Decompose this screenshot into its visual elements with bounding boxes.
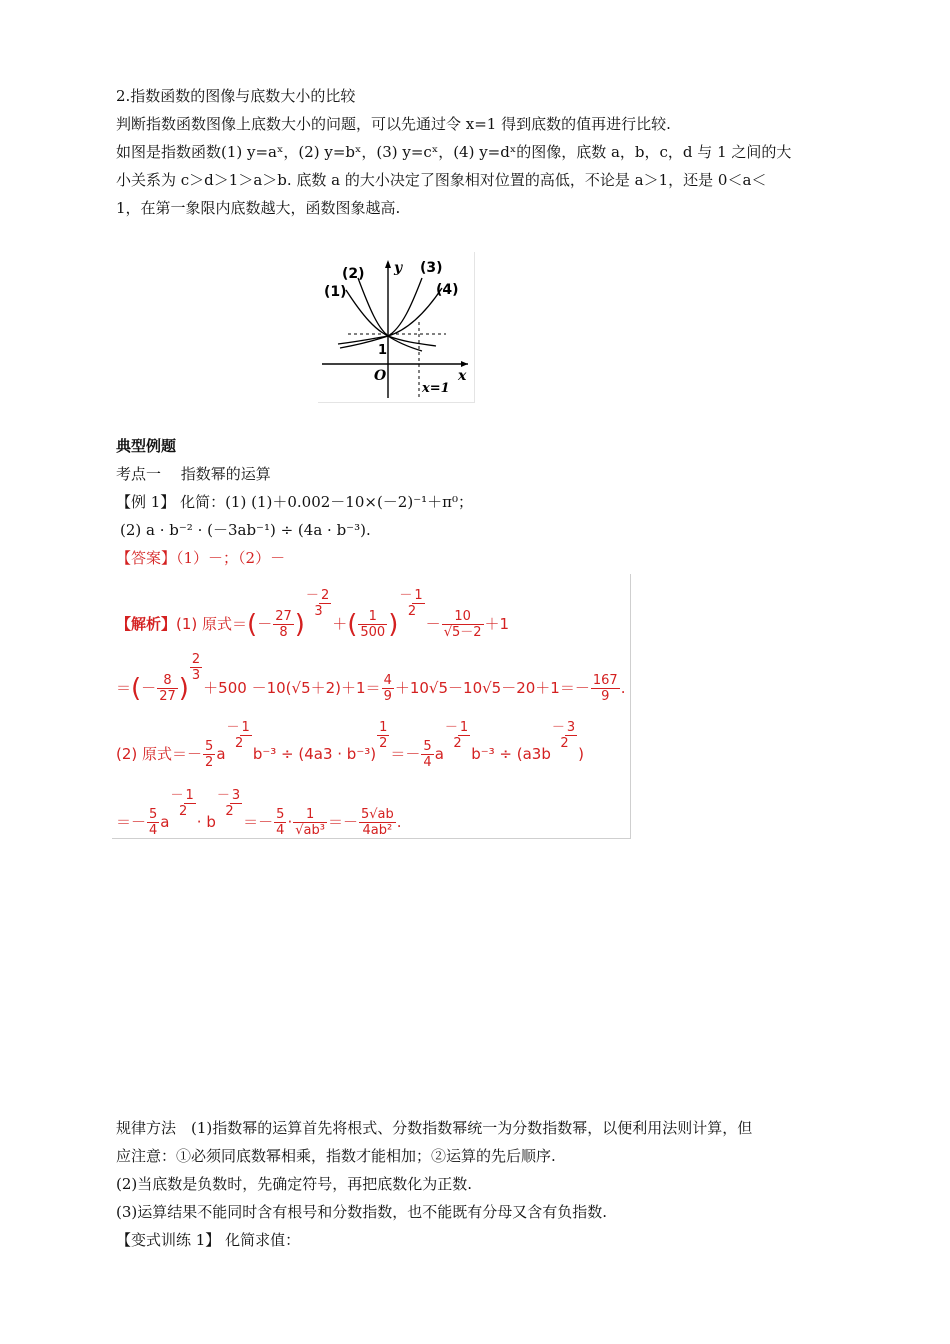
exponential-graph [318,252,474,402]
intro-line-3: 小关系为 c＞d＞1＞a＞b. 底数 a 的大小决定了图象相对位置的高低，不论是 a＞1，还是 0＜a＜ [116,171,767,189]
curve-label-1: (1) [324,284,347,300]
intro-line-4: 1，在第一象限内底数越大，函数图象越高. [116,199,401,217]
exponential-graph-figure [318,252,475,403]
variant-training-heading: 【变式训练 1】 化简求值： [116,1231,301,1249]
section-title: 2.指数函数的图像与底数大小的比较 [116,87,356,105]
curve-label-3: (3) [420,260,443,276]
intro-line-1: 判断指数函数图像上底数大小的问题，可以先通过令 x=1 得到底数的值再进行比较. [116,115,671,133]
intro-line-2: 如图是指数函数(1) y=aˣ，(2) y=bˣ，(3) y=cˣ，(4) y=dˣ的图像，底数 a，b，c，d 与 1 之间的大 [116,143,792,161]
origin-label: O [374,368,387,384]
solution-line-3: (2) 原式＝－ $\frac{5}{2}$ a－ 1 2 b⁻³ ÷ (4a3 · b⁻³) $\frac{1}{2}$ ＝－ $\frac{5}{4}$ a－ 1 2 b⁻³ ÷ (a3b－ 3 2 ) [116,720,585,770]
solution-1-prefix: (1) 原式＝ [176,615,248,633]
x-axis-arrow [461,361,468,367]
example-1-part-1: 【例 1】 化简：(1) (1)＋0.002－10×(－2)⁻¹＋π⁰； [116,493,473,511]
y-axis-arrow [385,260,391,268]
solution-line-1: 【解析】(1) 原式＝(－ $\frac{27}{8}$ )－ 2 3 ＋( $\frac{1}{500}$ )－ 1 2 － $\frac{10}{√5-2}$ ＋1 [116,588,510,640]
solution-line-2: ＝(－ $\frac{8}{27}$ ) $\frac{2}{3}$ ＋500 －10(√5＋2)＋1＝ $\frac{4}{9}$ ＋10√5－10√5－20＋1＝－ $\frac{167}{9}$ . [116,652,626,704]
topic-heading: 考点一 指数幂的运算 [116,465,271,483]
examples-heading: 典型例题 [116,437,177,455]
answer-line: 【答案】（1）－；（2）－ [116,549,286,567]
x-axis-label: x [458,368,467,384]
example-1-part-2: (2) a · b⁻² · (－3ab⁻¹) ÷ (4a · b⁻³). [120,521,371,539]
solution-label: 【解析】 [116,615,177,633]
curve-4 [338,288,442,344]
solution-line-4: ＝－ $\frac{5}{4}$ a－ 1 2 · b－ 3 2 ＝－ $\frac{5}{4}$ · $\frac{1}{\text{√ab³}}$ ＝－ $\frac{5√ab}{\text{4ab²}}$ . [116,788,402,838]
curve-label-4: (4) [436,282,459,298]
curve-label-2: (2) [342,266,365,282]
x-equals-1-label: x=1 [422,381,450,396]
method-line-2: 应注意：①必须同底数幂相乘，指数才能相加；②运算的先后顺序. [116,1147,556,1165]
method-line-3: (2)当底数是负数时，先确定符号，再把底数化为正数. [116,1175,473,1193]
method-line-1: 规律方法 (1)指数幂的运算首先将根式、分数指数幂统一为分数指数幂，以便利用法则计算，但 [116,1119,753,1137]
one-label: 1 [378,343,388,358]
y-axis-label: y [394,260,403,276]
solution-box [112,574,631,839]
method-line-4: (3)运算结果不能同时含有根号和分数指数，也不能既有分母又含有负指数. [116,1203,608,1221]
